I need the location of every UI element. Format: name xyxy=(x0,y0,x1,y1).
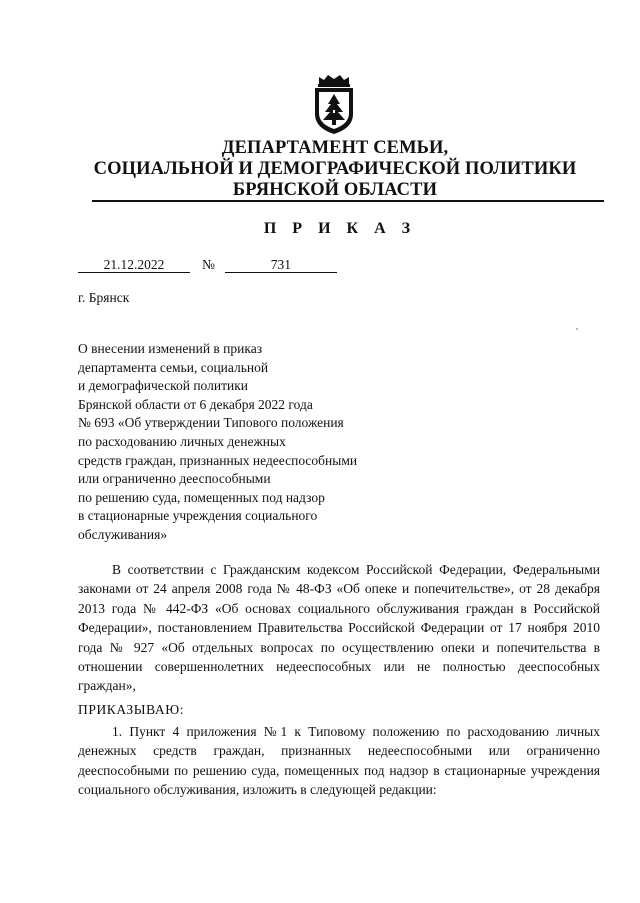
order-date: 21.12.2022 xyxy=(78,258,190,273)
order-directive-word: ПРИКАЗЫВАЮ: xyxy=(78,702,185,717)
subject-line: по расходованию личных денежных xyxy=(78,433,286,449)
scan-speck xyxy=(576,328,578,330)
order-date-number-line xyxy=(78,257,337,273)
subject-line: или ограниченно дееспособными xyxy=(78,471,271,487)
order-preamble: В соответствии с Гражданским кодексом Российской Федерации, Федеральными законами от 24 апреля 2008 года № 48-ФЗ «Об опеке и попечительстве», от 28 декабря 2013 года № 442-ФЗ «Об основах социального обслуживания граждан в Российской Федерации», постановлением Правительства Российской Федерации от 17 ноября 2010 года № 927 «Об отдельных вопросах по осуществлению опеки и попечительства в отношении совершеннолетних недееспособных или не полностью дееспособных граждан», xyxy=(78,562,600,694)
subject-line: средств граждан, признанных недееспособными xyxy=(78,452,358,468)
order-title: П Р И К А З xyxy=(263,220,417,237)
department-header-line-2: СОЦИАЛЬНОЙ И ДЕМОГРАФИЧЕСКОЙ ПОЛИТИКИ xyxy=(93,159,577,179)
order-item-1: 1. Пункт 4 приложения №1 к Типовому положению по расходованию личных денежных средств граждан, признанных недееспособными или ограниченно дееспособными по решению суда, помещенных под надзор в стационарные учреждения социального обслуживания, изложить в следующей редакции: xyxy=(78,724,600,798)
header-divider xyxy=(92,200,604,202)
order-number: 731 xyxy=(225,258,337,273)
subject-line: департамента семьи, социальной xyxy=(78,359,269,375)
subject-line: обслуживания» xyxy=(78,526,168,542)
order-city: г. Брянск xyxy=(78,290,130,305)
subject-line: Брянской области от 6 декабря 2022 года xyxy=(78,396,313,412)
subject-line: и демографической политики xyxy=(78,378,249,394)
subject-line: О внесении изменений в приказ xyxy=(78,341,263,356)
order-subject xyxy=(78,340,408,545)
subject-line: в стационарные учреждения социального xyxy=(78,508,318,524)
department-header-line-3: БРЯНСКОЙ ОБЛАСТИ xyxy=(232,180,438,200)
order-number-label: № xyxy=(202,257,215,272)
department-header xyxy=(60,138,610,201)
subject-line: № 693 «Об утверждении Типового положения xyxy=(78,415,344,431)
bryansk-coat-of-arms-icon xyxy=(311,74,357,136)
subject-line: по решению суда, помещенных под надзор xyxy=(78,489,325,505)
department-header-line-1: ДЕПАРТАМЕНТ СЕМЬИ, xyxy=(221,138,449,158)
